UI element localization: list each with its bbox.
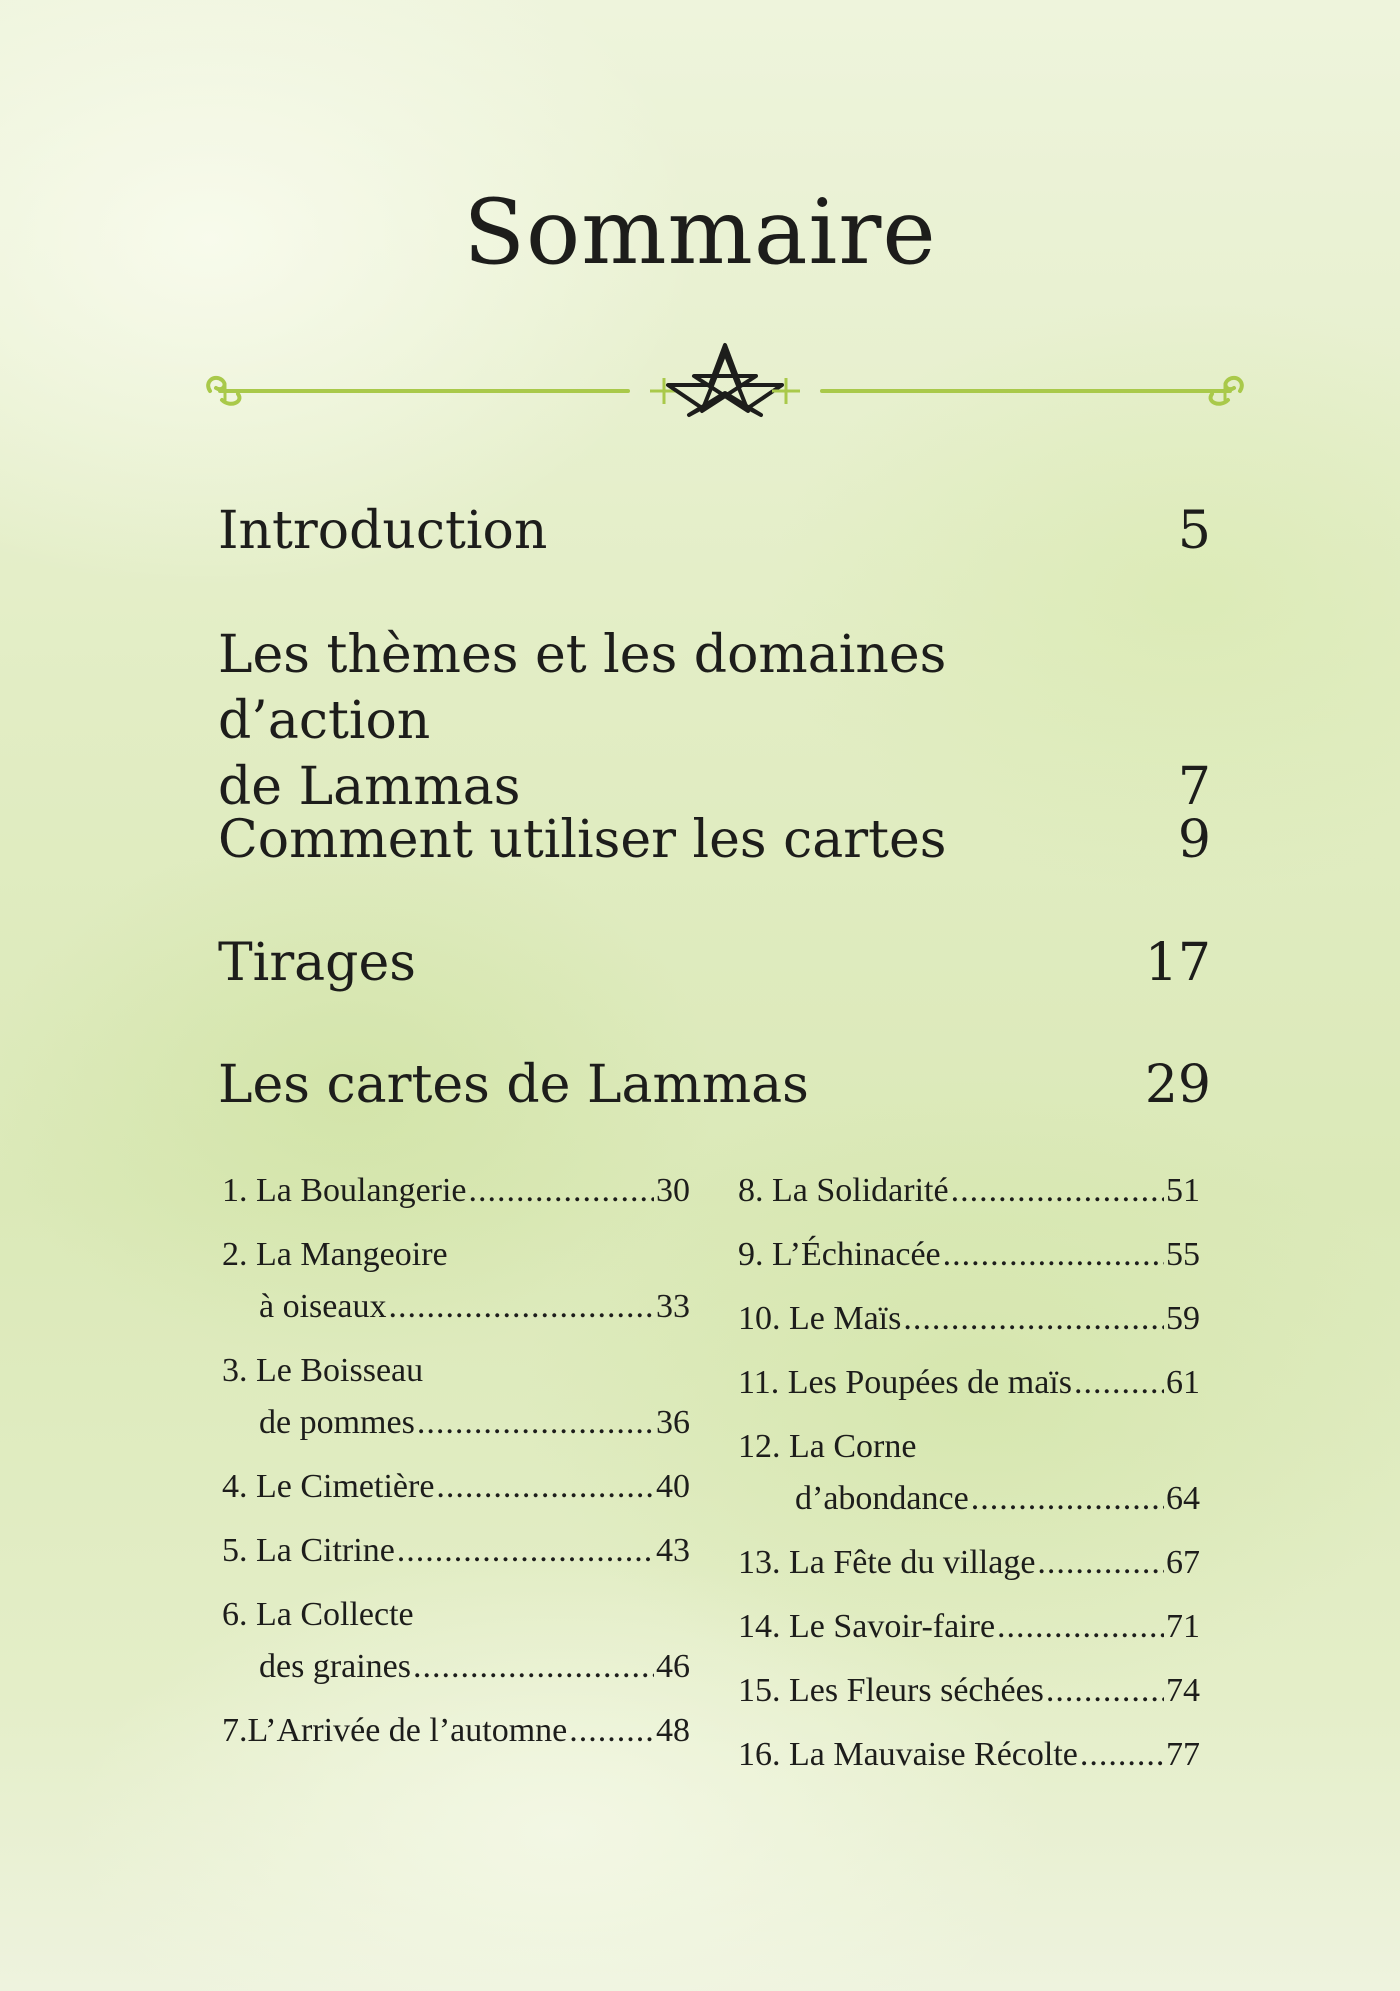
toc-entry-page: 7	[1177, 757, 1211, 817]
card-title-cont: de pommes	[259, 1404, 415, 1441]
card-page: 55	[1166, 1236, 1200, 1273]
toc-entry-usage[interactable]	[218, 807, 1211, 873]
card-page: 40	[656, 1468, 690, 1505]
card-entry-12[interactable]	[738, 1421, 1200, 1525]
leader-dots	[943, 1229, 1164, 1281]
card-entry-15[interactable]	[738, 1665, 1200, 1717]
toc-entry-label: Tirages	[218, 933, 416, 993]
leader-dots	[388, 1281, 654, 1333]
card-title: La Boulangerie	[256, 1172, 467, 1209]
toc-entry-page: 29	[1144, 1055, 1211, 1115]
card-page: 48	[656, 1712, 690, 1749]
leader-dots	[436, 1461, 654, 1513]
card-page: 61	[1166, 1364, 1200, 1401]
card-title: L’Arrivée de l’automne	[247, 1712, 568, 1749]
leader-dots	[417, 1397, 654, 1449]
toc-entry-page: 9	[1177, 810, 1211, 870]
toc-entry-label: Comment utiliser les cartes	[218, 810, 947, 870]
card-title-cont: à oiseaux	[259, 1288, 387, 1325]
card-entry-8[interactable]	[738, 1165, 1200, 1217]
leader-dots	[1046, 1665, 1164, 1717]
card-title: La Mauvaise Récolte	[789, 1736, 1078, 1773]
leader-dots	[1037, 1537, 1164, 1589]
card-entry-11[interactable]	[738, 1357, 1200, 1409]
card-entry-7[interactable]	[222, 1705, 690, 1757]
card-number: 12.	[738, 1428, 781, 1465]
left-flourish-icon	[208, 378, 628, 404]
card-entry-16[interactable]	[738, 1729, 1200, 1781]
right-flourish-icon	[822, 378, 1242, 404]
card-entry-4[interactable]	[222, 1461, 690, 1513]
card-number: 7.	[222, 1712, 248, 1749]
card-number: 11.	[738, 1364, 780, 1401]
card-page: 36	[656, 1404, 690, 1441]
toc-entry-page: 5	[1177, 501, 1211, 561]
card-title: La Fête du village	[789, 1544, 1036, 1581]
card-number: 9.	[738, 1236, 764, 1273]
card-entry-2[interactable]	[222, 1229, 690, 1333]
card-page: 77	[1166, 1736, 1200, 1773]
card-title: La Collecte	[256, 1596, 414, 1633]
card-title: Le Cimetière	[256, 1468, 435, 1505]
toc-entry-themes[interactable]	[218, 622, 1211, 820]
card-title: Le Savoir-faire	[789, 1608, 996, 1645]
card-page: 64	[1166, 1480, 1200, 1517]
card-number: 13.	[738, 1544, 781, 1581]
toc-entry-tirages[interactable]	[218, 930, 1211, 996]
right-cross-icon	[772, 378, 800, 404]
cards-list-left	[222, 1165, 690, 1769]
toc-entry-label-line-1: Les thèmes et les domaines d’action	[218, 625, 947, 751]
leader-dots	[469, 1165, 654, 1217]
leader-dots	[413, 1641, 654, 1693]
card-entry-10[interactable]	[738, 1293, 1200, 1345]
card-page: 74	[1166, 1672, 1200, 1709]
leader-dots	[1074, 1357, 1164, 1409]
leader-dots	[997, 1601, 1164, 1653]
card-entry-1[interactable]	[222, 1165, 690, 1217]
card-entry-6[interactable]	[222, 1589, 690, 1693]
card-page: 43	[656, 1532, 690, 1569]
card-number: 3.	[222, 1352, 248, 1389]
card-number: 6.	[222, 1596, 248, 1633]
leader-dots	[951, 1165, 1164, 1217]
card-number: 14.	[738, 1608, 781, 1645]
toc-entry-label: Les cartes de Lammas	[218, 1055, 809, 1115]
card-page: 67	[1166, 1544, 1200, 1581]
card-number: 5.	[222, 1532, 248, 1569]
leader-dots	[397, 1525, 654, 1577]
card-page: 71	[1166, 1608, 1200, 1645]
card-title: Le Maïs	[789, 1300, 902, 1337]
card-page: 59	[1166, 1300, 1200, 1337]
card-title: L’Échinacée	[772, 1236, 941, 1273]
leader-dots	[569, 1705, 654, 1757]
card-title: Les Fleurs séchées	[789, 1672, 1044, 1709]
card-page: 30	[656, 1172, 690, 1209]
card-number: 1.	[222, 1172, 248, 1209]
card-number: 16.	[738, 1736, 781, 1773]
card-entry-9[interactable]	[738, 1229, 1200, 1281]
card-number: 2.	[222, 1236, 248, 1273]
card-entry-14[interactable]	[738, 1601, 1200, 1653]
card-number: 10.	[738, 1300, 781, 1337]
card-title-cont: des graines	[259, 1648, 412, 1685]
page-title: Sommaire	[463, 180, 937, 285]
leader-dots	[971, 1473, 1164, 1525]
card-number: 8.	[738, 1172, 764, 1209]
cards-list-right	[738, 1165, 1200, 1793]
card-number: 15.	[738, 1672, 781, 1709]
card-title: La Solidarité	[772, 1172, 949, 1209]
leader-dots	[1080, 1729, 1164, 1781]
leader-dots	[903, 1293, 1164, 1345]
card-title: Les Poupées de maïs	[787, 1364, 1072, 1401]
card-entry-5[interactable]	[222, 1525, 690, 1577]
card-page: 33	[656, 1288, 690, 1325]
card-entry-3[interactable]	[222, 1345, 690, 1449]
toc-entry-label: Introduction	[218, 501, 548, 561]
card-page: 46	[656, 1648, 690, 1685]
toc-entry-page: 17	[1144, 933, 1211, 993]
toc-entry-cartes[interactable]	[218, 1052, 1211, 1118]
card-title-cont: d’abondance	[795, 1480, 969, 1517]
card-title: La Corne	[789, 1428, 917, 1465]
card-number: 4.	[222, 1468, 248, 1505]
card-title: La Mangeoire	[256, 1236, 448, 1273]
toc-entry-introduction[interactable]	[218, 498, 1211, 564]
card-title: Le Boisseau	[256, 1352, 424, 1389]
card-title: La Citrine	[256, 1532, 395, 1569]
card-page: 51	[1166, 1172, 1200, 1209]
pentacle-icon	[668, 345, 782, 415]
ornamental-divider	[200, 338, 1250, 418]
card-entry-13[interactable]	[738, 1537, 1200, 1589]
toc-entry-label-line-2: de Lammas	[218, 757, 521, 817]
